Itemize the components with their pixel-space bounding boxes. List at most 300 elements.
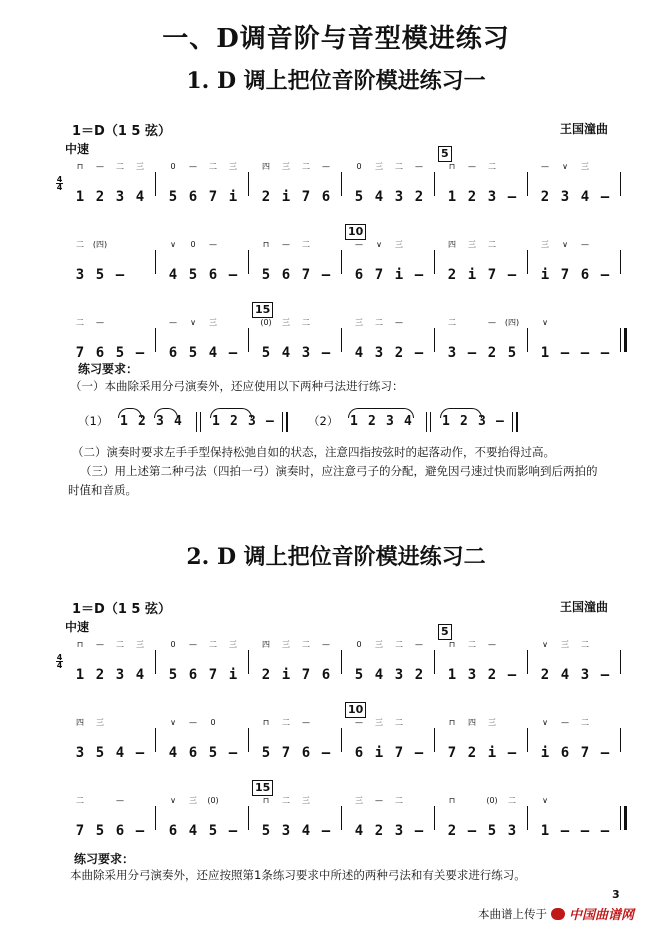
note-digit: 7 xyxy=(301,667,311,683)
note xyxy=(130,796,150,840)
bow-note: – xyxy=(496,414,504,429)
note xyxy=(90,318,110,362)
note xyxy=(389,640,409,684)
note xyxy=(442,318,462,362)
bowing-mark: — xyxy=(116,796,124,805)
note xyxy=(90,240,110,284)
notation-row xyxy=(56,628,632,698)
barline xyxy=(620,650,621,674)
note-digit: 5 xyxy=(261,823,271,839)
bowing-mark: 二 xyxy=(282,796,290,805)
measure xyxy=(349,240,429,284)
barline xyxy=(434,728,435,752)
note xyxy=(110,318,130,362)
note-digit: 4 xyxy=(281,345,291,361)
note xyxy=(110,718,130,762)
bowing-mark: 三 xyxy=(581,162,589,171)
time-signature-bottom: 4 xyxy=(56,661,63,670)
measure xyxy=(70,718,150,762)
note xyxy=(369,240,389,284)
note xyxy=(462,640,482,684)
note xyxy=(130,162,150,206)
bowing-mark: 二 xyxy=(302,318,310,327)
barline xyxy=(341,806,342,830)
note xyxy=(535,162,555,206)
measure-number: 15 xyxy=(252,302,273,318)
double-barline xyxy=(282,412,288,432)
note xyxy=(110,162,130,206)
slur-mark xyxy=(118,408,142,418)
note-digit: 3 xyxy=(394,823,404,839)
note-digit: 2 xyxy=(261,667,271,683)
note xyxy=(256,162,276,206)
exercise-1-title: 1. D 调上把位音阶模进练习一 xyxy=(186,68,486,94)
note xyxy=(203,318,223,362)
note-digit: – xyxy=(507,667,517,683)
bow-note: 1 xyxy=(212,414,220,429)
bow-note: 3 xyxy=(156,414,164,429)
time-signature-bottom: 4 xyxy=(56,183,63,192)
note xyxy=(203,640,223,684)
note xyxy=(389,240,409,284)
note-digit: 6 xyxy=(115,823,125,839)
note xyxy=(595,640,615,684)
note xyxy=(130,718,150,762)
bowing-mark: ∨ xyxy=(170,718,176,727)
note xyxy=(555,162,575,206)
note-digit: i xyxy=(228,667,238,683)
bowing-mark: ⊓ xyxy=(448,162,456,171)
note-digit: 6 xyxy=(580,267,590,283)
bowing-mark: — xyxy=(468,162,476,171)
bowing-mark: — xyxy=(415,640,423,649)
note xyxy=(575,718,595,762)
note xyxy=(296,718,316,762)
bow-note: 3 xyxy=(248,414,256,429)
note-digit: 6 xyxy=(188,667,198,683)
note xyxy=(595,718,615,762)
note xyxy=(276,796,296,840)
note xyxy=(70,318,90,362)
note xyxy=(316,240,336,284)
barline xyxy=(248,250,249,274)
bowing-examples xyxy=(72,400,632,440)
note-digit: 6 xyxy=(95,345,105,361)
bowing-mark: — xyxy=(96,162,104,171)
bowing-mark: ∨ xyxy=(542,718,548,727)
slur-mark xyxy=(440,408,482,418)
note-digit: 3 xyxy=(75,745,85,761)
note-digit: i xyxy=(394,267,404,283)
note xyxy=(535,796,555,840)
note-digit: – xyxy=(600,745,610,761)
bowing-mark: — xyxy=(375,796,383,805)
note-digit: 6 xyxy=(321,189,331,205)
note xyxy=(349,640,369,684)
barline xyxy=(527,650,528,674)
barline xyxy=(434,806,435,830)
note xyxy=(316,162,336,206)
bowing-mark: ∨ xyxy=(542,796,548,805)
measure xyxy=(535,318,615,362)
note xyxy=(203,240,223,284)
note xyxy=(482,318,502,362)
note-digit: 3 xyxy=(487,189,497,205)
bowing-mark: 二 xyxy=(395,718,403,727)
note-digit: 6 xyxy=(301,745,311,761)
bowing-mark: 二 xyxy=(76,240,84,249)
note xyxy=(482,162,502,206)
measure xyxy=(442,318,522,362)
note-digit: 4 xyxy=(188,823,198,839)
note-digit: 1 xyxy=(447,189,457,205)
exercise-1-requirements-heading: 练习要求： xyxy=(78,362,139,376)
measure-number: 10 xyxy=(345,702,366,718)
measure xyxy=(256,162,336,206)
note-digit: – xyxy=(600,345,610,361)
note-digit: 5 xyxy=(354,189,364,205)
note xyxy=(502,318,522,362)
note xyxy=(183,318,203,362)
note-digit: 4 xyxy=(168,267,178,283)
slur-mark xyxy=(348,408,414,418)
note xyxy=(369,796,389,840)
barline xyxy=(248,328,249,352)
exercise-1-req-3b: 时值和音质。 xyxy=(68,483,137,497)
note xyxy=(296,640,316,684)
note xyxy=(349,718,369,762)
note-digit: i xyxy=(467,267,477,283)
bowing-mark: 三 xyxy=(96,718,104,727)
note-digit: 5 xyxy=(354,667,364,683)
measure xyxy=(256,640,336,684)
bow-note: – xyxy=(266,414,274,429)
note xyxy=(130,318,150,362)
exercise-1-req-2: （二）演奏时要求左手手型保持松弛自如的状态，注意四指按弦时的起落动作，不要抬得过高。 xyxy=(72,445,555,459)
note-digit: 7 xyxy=(75,345,85,361)
note xyxy=(502,718,522,762)
note-digit: 2 xyxy=(540,189,550,205)
barline xyxy=(620,250,621,274)
bowing-mark: ⊓ xyxy=(448,796,456,805)
note xyxy=(163,318,183,362)
measure xyxy=(442,718,522,762)
note xyxy=(535,240,555,284)
bowing-mark: — xyxy=(581,240,589,249)
note-digit: – xyxy=(467,345,477,361)
note xyxy=(535,318,555,362)
note xyxy=(296,318,316,362)
note-digit: i xyxy=(228,189,238,205)
bowing-label-1: （1） xyxy=(78,414,109,428)
note-digit: 5 xyxy=(188,267,198,283)
note xyxy=(110,640,130,684)
note-digit: 7 xyxy=(560,267,570,283)
note xyxy=(223,718,243,762)
note-digit: 1 xyxy=(75,189,85,205)
note-digit: 6 xyxy=(188,745,198,761)
bowing-mark: (0) xyxy=(260,318,272,327)
note-digit: – xyxy=(321,823,331,839)
note xyxy=(203,796,223,840)
barline xyxy=(155,328,156,352)
bowing-mark: (0) xyxy=(486,796,498,805)
note-digit: 2 xyxy=(487,667,497,683)
note-digit: 2 xyxy=(95,189,105,205)
note-digit: 5 xyxy=(95,745,105,761)
note xyxy=(555,796,575,840)
note xyxy=(462,718,482,762)
note-digit: 2 xyxy=(447,823,457,839)
bowing-mark: 二 xyxy=(395,640,403,649)
bowing-mark: — xyxy=(189,718,197,727)
measure xyxy=(163,718,243,762)
note xyxy=(442,718,462,762)
note-digit: – xyxy=(135,345,145,361)
note-digit: 3 xyxy=(394,189,404,205)
note xyxy=(442,240,462,284)
note-digit: – xyxy=(467,823,477,839)
exercise-1-key: 1＝D（1 5 弦） xyxy=(72,124,171,139)
notation-row xyxy=(56,228,632,298)
exercise-1-req-1: （一）本曲除采用分弓演奏外，还应使用以下两种弓法进行练习： xyxy=(70,379,404,393)
note-digit: 3 xyxy=(374,345,384,361)
measure xyxy=(349,718,429,762)
bowing-mark: 三 xyxy=(229,640,237,649)
barline xyxy=(341,172,342,196)
bowing-mark: 0 xyxy=(356,162,362,171)
bowing-mark: ⊓ xyxy=(448,640,456,649)
note xyxy=(203,718,223,762)
bowing-mark: 三 xyxy=(189,796,197,805)
bowing-mark: — xyxy=(355,718,363,727)
note xyxy=(535,640,555,684)
note-digit: – xyxy=(600,267,610,283)
note xyxy=(389,162,409,206)
bow-note: 1 xyxy=(350,414,358,429)
note xyxy=(223,640,243,684)
note-digit: 5 xyxy=(487,823,497,839)
note xyxy=(502,240,522,284)
note-digit: 5 xyxy=(95,267,105,283)
note-digit: – xyxy=(507,189,517,205)
note xyxy=(595,162,615,206)
measure xyxy=(442,162,522,206)
note-digit: i xyxy=(281,189,291,205)
exercise-2-key: 1＝D（1 5 弦） xyxy=(72,602,171,617)
note xyxy=(389,718,409,762)
bowing-mark: — xyxy=(96,640,104,649)
bowing-mark: ∨ xyxy=(170,240,176,249)
measure xyxy=(349,318,429,362)
note-digit: 3 xyxy=(507,823,517,839)
measure xyxy=(70,162,150,206)
note xyxy=(349,240,369,284)
measure xyxy=(535,796,615,840)
bowing-mark: ∨ xyxy=(376,240,382,249)
note-digit: – xyxy=(321,345,331,361)
note xyxy=(276,718,296,762)
measure xyxy=(163,318,243,362)
note-digit: 7 xyxy=(301,189,311,205)
bow-note: 4 xyxy=(404,414,412,429)
bowing-mark: ∨ xyxy=(170,796,176,805)
notation-row xyxy=(56,306,632,376)
bowing-mark: 0 xyxy=(190,240,196,249)
bowing-mark: 三 xyxy=(302,796,310,805)
slur-mark xyxy=(154,408,178,418)
note xyxy=(163,640,183,684)
measure xyxy=(349,162,429,206)
note xyxy=(442,796,462,840)
bowing-mark: 二 xyxy=(395,796,403,805)
note xyxy=(70,796,90,840)
note xyxy=(223,318,243,362)
barline xyxy=(248,728,249,752)
note-digit: – xyxy=(414,745,424,761)
measure xyxy=(349,796,429,840)
barline xyxy=(434,328,435,352)
note xyxy=(316,318,336,362)
notation-row xyxy=(56,706,632,776)
note xyxy=(555,318,575,362)
bowing-mark: 二 xyxy=(488,240,496,249)
exercise-2-tempo: 中速 xyxy=(65,620,90,634)
note xyxy=(183,718,203,762)
bowing-mark: — xyxy=(189,162,197,171)
note xyxy=(555,240,575,284)
measure xyxy=(535,162,615,206)
bowing-mark: 二 xyxy=(581,640,589,649)
measure-number: 10 xyxy=(345,224,366,240)
note xyxy=(482,718,502,762)
measure-number: 5 xyxy=(438,624,452,640)
measure xyxy=(163,640,243,684)
note-digit: 4 xyxy=(354,345,364,361)
final-barline xyxy=(620,328,627,352)
double-barline xyxy=(196,412,201,432)
note-digit: 3 xyxy=(447,345,457,361)
note-digit: 3 xyxy=(115,189,125,205)
note xyxy=(595,318,615,362)
note-digit: 1 xyxy=(75,667,85,683)
exercise-2-title: 2. D 调上把位音阶模进练习二 xyxy=(186,544,486,570)
note xyxy=(575,796,595,840)
bowing-mark: — xyxy=(415,162,423,171)
barline xyxy=(434,650,435,674)
barline xyxy=(248,172,249,196)
note-digit: 5 xyxy=(115,345,125,361)
note-digit: – xyxy=(228,823,238,839)
bow-note: 2 xyxy=(460,414,468,429)
bow-note: 2 xyxy=(368,414,376,429)
barline xyxy=(527,728,528,752)
note xyxy=(256,640,276,684)
double-barline xyxy=(512,412,518,432)
barline xyxy=(527,172,528,196)
note-digit: 3 xyxy=(560,189,570,205)
bow-note: 3 xyxy=(478,414,486,429)
barline xyxy=(620,728,621,752)
note xyxy=(482,240,502,284)
bowing-pattern-2 xyxy=(342,406,642,440)
note xyxy=(409,640,429,684)
note xyxy=(223,796,243,840)
note-digit: 2 xyxy=(261,189,271,205)
note-digit: 4 xyxy=(115,745,125,761)
bowing-mark: — xyxy=(322,640,330,649)
note xyxy=(462,240,482,284)
barline xyxy=(620,172,621,196)
note-digit: 4 xyxy=(560,667,570,683)
note xyxy=(130,640,150,684)
bowing-mark: 四 xyxy=(448,240,456,249)
bow-note: 1 xyxy=(120,414,128,429)
note-digit: 7 xyxy=(301,267,311,283)
note-digit: – xyxy=(135,823,145,839)
note xyxy=(296,162,316,206)
note xyxy=(595,796,615,840)
note-digit: 3 xyxy=(281,823,291,839)
note xyxy=(409,796,429,840)
note xyxy=(276,640,296,684)
bowing-mark: — xyxy=(355,240,363,249)
note-digit: 3 xyxy=(467,667,477,683)
bowing-mark: — xyxy=(488,640,496,649)
note-digit: 6 xyxy=(354,745,364,761)
note xyxy=(442,162,462,206)
note-digit: 5 xyxy=(95,823,105,839)
bowing-mark: ∨ xyxy=(562,162,568,171)
note xyxy=(409,318,429,362)
barline xyxy=(434,250,435,274)
bowing-mark: — xyxy=(561,718,569,727)
note-digit: 5 xyxy=(168,189,178,205)
note-digit: 2 xyxy=(467,189,477,205)
note xyxy=(409,162,429,206)
measure xyxy=(256,318,336,362)
bowing-mark: 二 xyxy=(488,162,496,171)
bowing-mark: — xyxy=(189,640,197,649)
note xyxy=(409,718,429,762)
note xyxy=(482,640,502,684)
note-digit: 4 xyxy=(354,823,364,839)
bowing-mark: ∨ xyxy=(542,640,548,649)
note-digit: 2 xyxy=(487,345,497,361)
note-digit: 5 xyxy=(261,745,271,761)
barline xyxy=(248,650,249,674)
measure xyxy=(349,640,429,684)
bowing-mark: 三 xyxy=(375,640,383,649)
bowing-mark: ⊓ xyxy=(262,796,270,805)
bowing-mark: — xyxy=(488,318,496,327)
note-digit: – xyxy=(580,345,590,361)
note xyxy=(442,640,462,684)
bowing-mark: 二 xyxy=(282,718,290,727)
note-digit: – xyxy=(507,745,517,761)
note xyxy=(555,640,575,684)
note-digit: – xyxy=(228,267,238,283)
note xyxy=(369,640,389,684)
barline xyxy=(155,250,156,274)
bowing-mark: 三 xyxy=(375,718,383,727)
note xyxy=(70,240,90,284)
bowing-mark: 二 xyxy=(302,640,310,649)
note-digit: 4 xyxy=(168,745,178,761)
bowing-mark: ⊓ xyxy=(262,240,270,249)
note-digit: 6 xyxy=(354,267,364,283)
bowing-mark: 三 xyxy=(282,640,290,649)
